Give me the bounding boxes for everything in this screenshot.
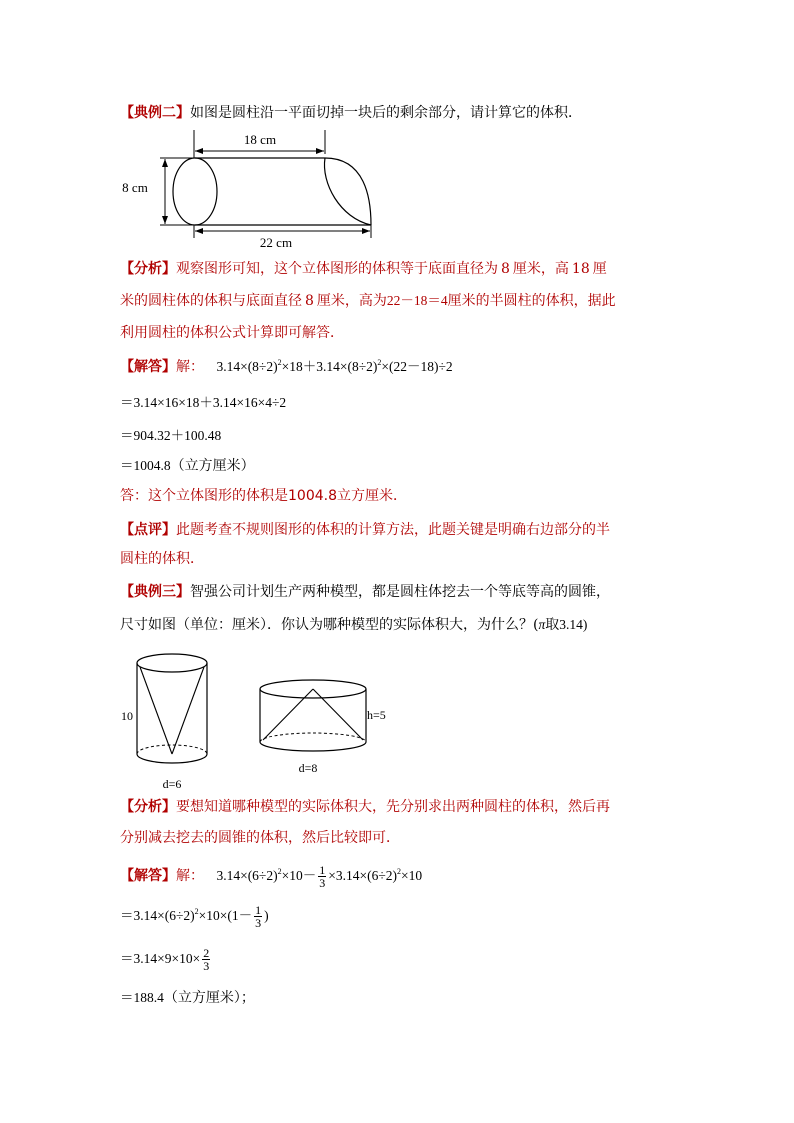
example2-tag: 【典例二】: [120, 105, 190, 121]
example3-analysis-line2: 分别减去挖去的圆锥的体积，然后比较即可．: [120, 830, 400, 846]
fraction-two-thirds: $\frac{2}{3}$: [203, 946, 210, 974]
right-diameter-label: d=8: [298, 761, 318, 775]
right-height-label: h=5: [367, 708, 386, 722]
example2-solution-line1: 【解答】解： $3.14\times(8\div 2)^2\times 18+3.14\times(8\div 2)^2\times(22-18)\div 2$: [120, 358, 453, 375]
height-label: 8 cm: [122, 180, 148, 195]
example3-analysis-line1: 【分析】要想知道哪种模型的实际体积大，先分别求出两种圆柱的体积，然后再: [120, 799, 610, 815]
example2-analysis-line1: 【分析】观察图形可知，这个立体图形的体积等于底面直径为 8 厘米，高 18 厘: [120, 261, 607, 277]
example3-solution-step3: ＝3.14×9×10× $\frac{2}{3}$: [120, 946, 210, 974]
example2-comment-line1: 【点评】此题考查不规则图形的体积的计算方法，此题关键是明确右边部分的半: [120, 522, 610, 538]
example2-answer: 答：这个立体图形的体积是1004.8立方厘米．: [120, 488, 407, 504]
figure-cut-cylinder: [115, 128, 385, 252]
example2-solution-step4: ＝1004.8（立方厘米）: [120, 458, 255, 474]
top-length-label: 18 cm: [243, 132, 277, 147]
example3-question-line2: 尺寸如图（单位：厘米）．你认为哪种模型的实际体积大，为什么？(π取3.14): [120, 617, 588, 633]
figure-two-models: [115, 648, 405, 794]
fraction-one-third: $\frac{1}{3}$: [319, 863, 326, 891]
example2-comment-line2: 圆柱的体积．: [120, 551, 204, 567]
example2-question-text: 如图是圆柱沿一平面切掉一块后的剩余部分，请计算它的体积．: [190, 105, 582, 121]
example2-solution-step2: ＝3.14×16×18＋3.14×16×4÷2: [120, 395, 287, 410]
example2-question: [120, 103, 680, 123]
example2-solution-step3: ＝904.32＋100.48: [120, 428, 222, 443]
left-height-label: 10: [121, 709, 133, 723]
example2-analysis-line3: 利用圆柱的体积公式计算即可解答．: [120, 325, 344, 341]
example3-question-line1: 【典例三】智强公司计划生产两种模型，都是圆柱体挖去一个等底等高的圆锥，: [120, 584, 610, 600]
left-diameter-label: d=6: [162, 777, 182, 791]
fraction-one-third-2: $\frac{1}{3}$: [255, 903, 262, 931]
example3-solution-step4: ＝188.4（立方厘米）；: [120, 990, 255, 1006]
example3-solution-step2: $=3.14\times(6\div 2)^2\times 10\times(1-$ $\frac{1}{3}$ ): [120, 903, 269, 931]
bottom-length-label: 22 cm: [259, 235, 293, 250]
example2-analysis-line2: 米的圆柱体的体积与底面直径 8 厘米，高为22－18＝4厘米的半圆柱的体积，据此: [120, 293, 616, 309]
example3-solution-line1: 【解答】解： $3.14\times(6\div 2)^2\times 10-$ $\frac{1}{3}$ $\times 3.14\times(6\div 2)^2\times 10$: [120, 863, 423, 891]
